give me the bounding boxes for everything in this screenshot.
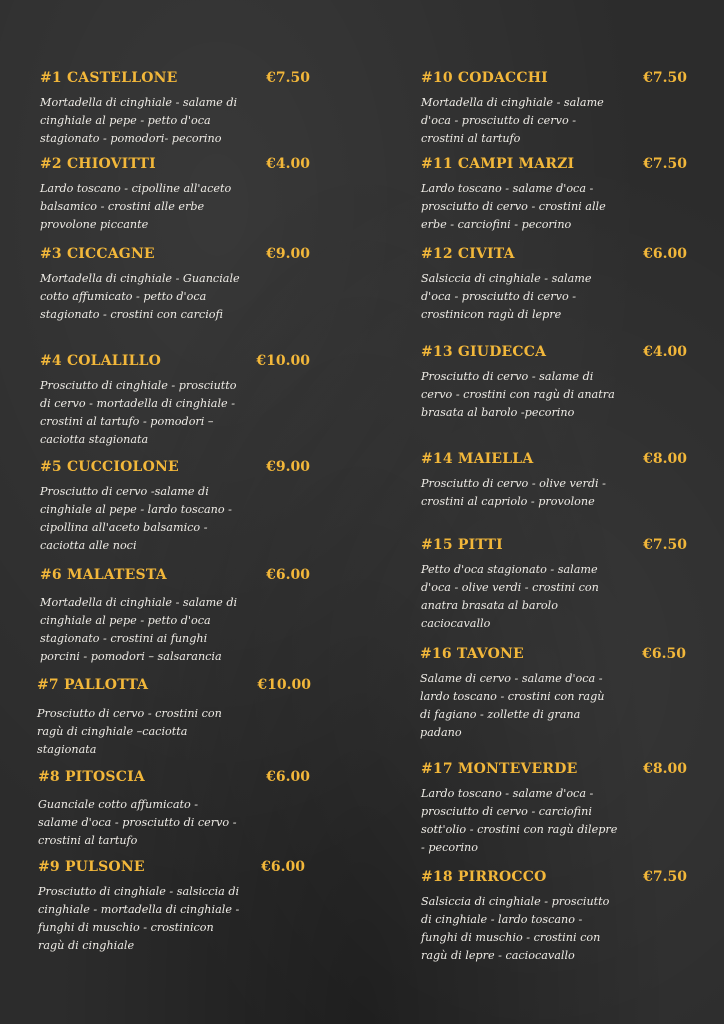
menu-item	[38, 859, 305, 955]
item-description: Mortadella di cinghiale - Guanciale cotto affumicato - petto d'oca stagionato - crostini con carciofi	[40, 272, 240, 321]
item-price: €6.00	[643, 246, 687, 262]
item-description: Lardo toscano - cipolline all'aceto balsamico - crostini alle erbe provolone piccante	[40, 182, 232, 231]
item-price: €6.00	[266, 769, 310, 785]
item-description: Prosciutto di cinghiale - prosciutto di cervo - mortadella di cinghiale - crostini al tartufo - pomodori –caciotta stagionata	[40, 379, 237, 446]
item-name: #3 CICCAGNE	[40, 246, 155, 262]
menu-item	[37, 677, 311, 759]
item-name: #13 GIUDECCA	[421, 344, 547, 360]
item-price: €6.00	[266, 567, 310, 583]
item-description: Prosciutto di cervo - olive verdi - crostini al capriolo - provolone	[421, 477, 606, 508]
item-description: Salsiccia di cinghiale - prosciutto di cinghiale - lardo toscano - funghi di muschio - crostini con ragù di lepre - caciocavallo	[421, 895, 610, 962]
menu-item	[40, 459, 310, 555]
item-price: €4.00	[266, 156, 310, 172]
item-description: Mortadella di cinghiale - salame d'oca - prosciutto di cervo - crostini al tartufo	[421, 96, 604, 145]
item-name: #16 TAVONE	[420, 646, 524, 662]
item-price: €6.50	[642, 646, 686, 662]
item-name: #15 PITTI	[421, 537, 503, 553]
menu-item	[421, 451, 687, 511]
item-price: €7.50	[643, 70, 687, 86]
menu-item	[40, 156, 310, 234]
item-price: €10.00	[257, 677, 311, 693]
menu-item	[421, 761, 687, 857]
item-name: #5 CUCCIOLONE	[40, 459, 179, 475]
item-price: €4.00	[643, 344, 687, 360]
item-price: €10.00	[256, 353, 310, 369]
item-name: #4 COLALILLO	[40, 353, 162, 369]
item-name: #6 MALATESTA	[40, 567, 167, 583]
menu-item	[40, 70, 310, 148]
item-price: €8.00	[643, 451, 687, 467]
item-name: #9 PULSONE	[38, 859, 145, 875]
item-description: Salame di cervo - salame d'oca - lardo toscano - crostini con ragù di fagiano - zollette di grana padano	[420, 672, 605, 739]
item-description: Mortadella di cinghiale - salame di cinghiale al pepe - petto d'oca stagionato - crostini ai funghi porcini - pomodori – salsarancia	[40, 596, 238, 663]
item-name: #2 CHIOVITTI	[40, 156, 156, 172]
menu-item	[421, 344, 687, 422]
item-name: #14 MAIELLA	[421, 451, 534, 467]
menu-item	[40, 353, 310, 449]
menu-item	[38, 769, 310, 850]
item-name: #7 PALLOTTA	[37, 677, 149, 693]
item-name: #10 CODACCHI	[421, 70, 548, 86]
menu-item	[421, 246, 687, 324]
item-description: Lardo toscano - salame d'oca - prosciutto di cervo - crostini alle erbe - carciofini - pecorino	[421, 182, 606, 231]
menu-item	[40, 567, 310, 666]
item-description: Lardo toscano - salame d'oca - prosciutto di cervo - carciofini sott'olio - crostini con ragù dilepre - pecorino	[421, 787, 618, 854]
item-description: Prosciutto di cervo - crostini con ragù di cinghiale –caciotta stagionata	[37, 707, 222, 756]
item-price: €7.50	[266, 70, 310, 86]
item-price: €8.00	[643, 761, 687, 777]
item-name: #1 CASTELLONE	[40, 70, 178, 86]
item-description: Mortadella di cinghiale - salame di cinghiale al pepe - petto d'oca stagionato - pomodori- pecorino	[40, 96, 238, 145]
menu-item	[421, 869, 687, 965]
item-name: #18 PIRROCCO	[421, 869, 547, 885]
menu-item	[421, 537, 687, 633]
item-price: €7.50	[643, 869, 687, 885]
item-name: #12 CIVITA	[421, 246, 515, 262]
item-name: #8 PITOSCIA	[38, 769, 145, 785]
item-price: €7.50	[643, 537, 687, 553]
menu-item	[421, 156, 687, 234]
item-description: Guanciale cotto affumicato - salame d'oca - prosciutto di cervo - crostini al tartufo	[38, 798, 237, 847]
item-price: €6.00	[261, 859, 305, 875]
item-name: #11 CAMPI MARZI	[421, 156, 575, 172]
menu-item	[40, 246, 310, 324]
item-price: €9.00	[266, 246, 310, 262]
menu-item	[421, 70, 687, 148]
item-description: Salsiccia di cinghiale - salame d'oca - prosciutto di cervo - crostinicon ragù di lepre	[421, 272, 592, 321]
item-price: €7.50	[643, 156, 687, 172]
item-description: Petto d'oca stagionato - salame d'oca - olive verdi - crostini con anatra brasata al barolo caciocavallo	[421, 563, 599, 630]
item-name: #17 MONTEVERDE	[421, 761, 578, 777]
item-description: Prosciutto di cervo - salame di cervo - crostini con ragù di anatra brasata al barolo -pecorino	[421, 370, 615, 419]
item-description: Prosciutto di cervo -salame di cinghiale al pepe - lardo toscano - cipollina all'aceto balsamico - caciotta alle noci	[40, 485, 232, 552]
item-description: Prosciutto di cinghiale - salsiccia di cinghiale - mortadella di cinghiale - funghi di muschio - crostinicon ragù di cinghiale	[38, 885, 240, 952]
menu-item	[420, 646, 686, 742]
item-price: €9.00	[266, 459, 310, 475]
